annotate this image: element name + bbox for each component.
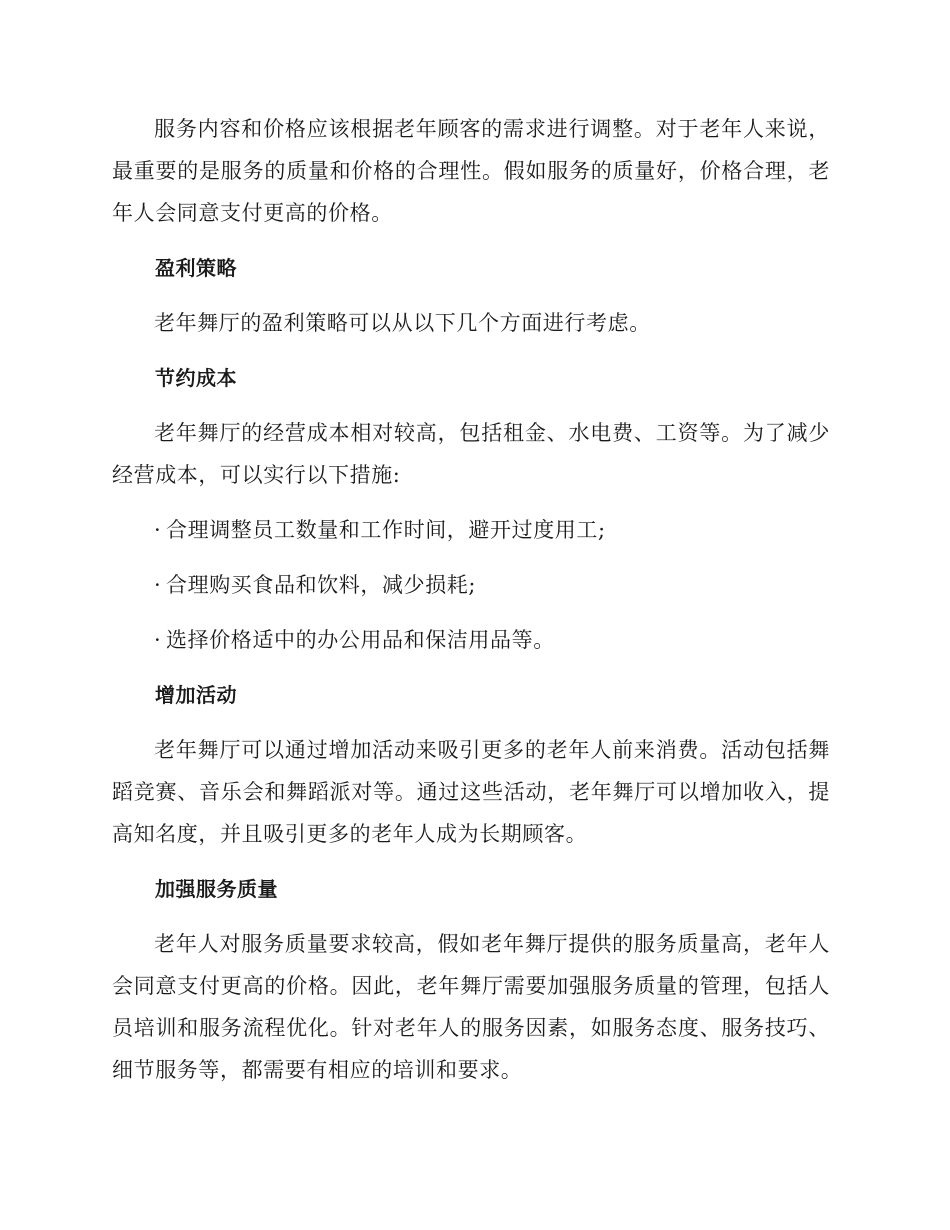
bullet-text: 合理购买食品和饮料，减少损耗;	[166, 573, 477, 597]
document-page	[112, 108, 830, 1104]
paragraph-profit-intro: 老年舞厅的盈利策略可以从以下几个方面进行考虑。	[154, 311, 651, 335]
heading-save-cost: 节约成本	[155, 366, 237, 390]
paragraph-cost: 老年舞厅的经营成本相对较高，包括租金、水电费、工资等。为了减少经营成本，可以实行以下措施:	[112, 421, 830, 487]
paragraph-service-pricing: 服务内容和价格应该根据老年顾客的需求进行调整。对于老年人来说，最重要的是服务的质量和价格的合理性。假如服务的质量好，价格合理，老年人会同意支付更高的价格。	[112, 117, 830, 225]
bullet-item	[112, 619, 830, 661]
heading-profit-strategy: 盈利策略	[155, 256, 237, 280]
paragraph-service-quality: 老年人对服务质量要求较高，假如老年舞厅提供的服务质量高，老年人会同意支付更高的价格。因此，老年舞厅需要加强服务质量的管理，包括人员培训和服务流程优化。针对老年人的服务因素，如服务态度、服务技巧、细节服务等，都需要有相应的培训和要求。	[112, 932, 830, 1082]
bullet-text: 合理调整员工数量和工作时间，避开过度用工;	[166, 518, 606, 542]
bullet-item	[112, 564, 830, 606]
bullet-item	[112, 509, 830, 551]
bullet-mark: ·	[154, 518, 162, 542]
bullet-mark: ·	[154, 628, 162, 652]
paragraph-activities: 老年舞厅可以通过增加活动来吸引更多的老年人前来消费。活动包括舞蹈竞赛、音乐会和舞蹈派对等。通过这些活动，老年舞厅可以增加收入，提高知名度，并且吸引更多的老年人成为长期顾客。	[112, 738, 830, 846]
bullet-mark: ·	[154, 573, 162, 597]
heading-service-quality: 加强服务质量	[155, 877, 278, 901]
bullet-text: 选择价格适中的办公用品和保洁用品等。	[166, 628, 555, 652]
heading-add-activities: 增加活动	[155, 683, 237, 707]
